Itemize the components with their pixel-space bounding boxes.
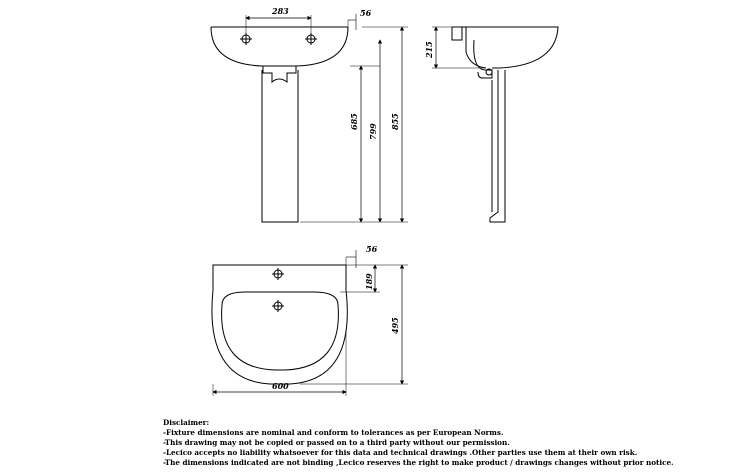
dim-width: 600 — [272, 381, 289, 391]
dim-top-tap-offset: 56 — [366, 244, 378, 254]
dim-height-799: 799 — [368, 123, 378, 140]
dim-height-855: 855 — [390, 113, 400, 130]
disclaimer-title: Disclaimer: — [163, 418, 210, 427]
dim-height-685: 685 — [349, 113, 359, 130]
front-view — [211, 14, 408, 222]
dim-tap-height: 215 — [424, 41, 434, 58]
disclaimer-line: -Lecico accepts no liability whatsoever for this data and technical drawings .Other parties use them at their own risk. — [163, 448, 638, 457]
side-view — [432, 27, 558, 222]
top-view — [212, 250, 408, 396]
dim-width-between-taps: 283 — [272, 6, 289, 16]
disclaimer — [163, 418, 743, 468]
disclaimer-line: -Fixture dimensions are nominal and conform to tolerances as per European Norms. — [163, 428, 504, 437]
disclaimer-line: -This drawing may not be copied or passed on to a third party without our permission. — [163, 438, 510, 447]
disclaimer-line: -The dimensions indicated are not binding ,Lecico reserves the right to make product / drawings changes without prior notice. — [163, 458, 674, 467]
dim-depth: 495 — [390, 317, 400, 334]
dim-front-tap-offset: 56 — [360, 8, 372, 18]
dim-tap-to-bowl: 189 — [364, 273, 374, 290]
